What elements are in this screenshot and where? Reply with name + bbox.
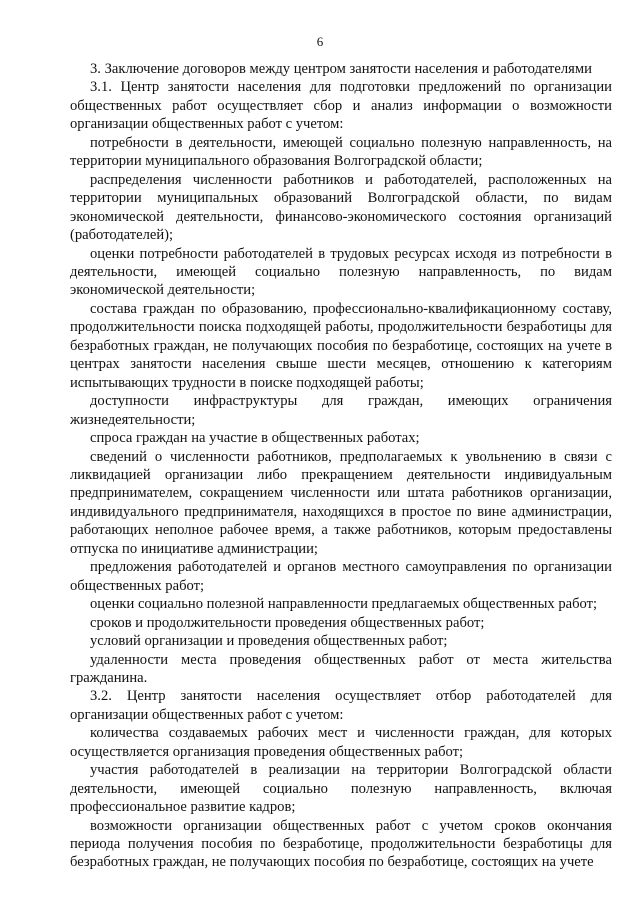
paragraph: потребности в деятельности, имеющей социально полезную направленность, на территории муниципального образования Волгоградской области; <box>70 134 612 170</box>
paragraph: условий организации и проведения общественных работ; <box>90 633 448 650</box>
paragraph: сведений о численности работников, предполагаемых к увольнению в связи с ликвидацией организации либо прекращением деятельности индивидуальным предпринимателем, сокращением численности или штата работников организации, индивидуального предпринимателя, находящихся в простое по вине администрации, работающих неполное рабочее время, а также работников, которым предоставлены отпуска по инициативе администрации; <box>70 448 612 557</box>
paragraph: доступности инфраструктуры для граждан, имеющих ограничения жизнедеятельности; <box>70 393 612 428</box>
paragraph: 3.1. Центр занятости населения для подготовки предложений по организации общественных работ осуществляет сбор и анализ информации о возможности организации общественных работ с учетом: <box>70 79 612 133</box>
paragraph: спроса граждан на участие в общественных работах; <box>90 430 420 447</box>
paragraph: участия работодателей в реализации на территории Волгоградской области деятельности, имеющей социально полезную направленность, включая профессиональное развитие кадров; <box>70 762 612 816</box>
paragraph: 3.2. Центр занятости населения осуществляет отбор работодателей для организации общественных работ с учетом: <box>70 688 612 723</box>
paragraph: сроков и продолжительности проведения общественных работ; <box>90 614 485 631</box>
document-body <box>70 60 612 872</box>
paragraph: количества создаваемых рабочих мест и численности граждан, для которых осуществляется организация проведения общественных работ; <box>70 725 612 760</box>
paragraph: оценки потребности работодателей в трудовых ресурсах исходя из потребности в деятельности, имеющей социально полезную направленность, по видам экономической деятельности; <box>70 245 612 299</box>
paragraph: возможности организации общественных работ с учетом сроков окончания периода получения пособия по безработице, продолжительности безработицы для безработных граждан, не получающих пособия по безработице, состоящих на учете <box>70 817 612 871</box>
section-heading: 3. Заключение договоров между центром занятости населения и работодателями <box>90 61 592 77</box>
paragraph: удаленности места проведения общественных работ от места жительства гражданина. <box>70 651 612 686</box>
paragraph: распределения численности работников и работодателей, расположенных на территории муниципальных образований Волгоградской области, по видам экономической деятельности, финансово-экономического состояния организаций (работодателей); <box>70 171 612 244</box>
paragraph: состава граждан по образованию, профессионально-квалификационному составу, продолжительности поиска подходящей работы, продолжительности безработицы для безработных граждан, не получающих пособия по безработице, состоящих на учете в центрах занятости населения свыше шести месяцев, отношению к категориям испытывающих трудности в поиске подходящей работы; <box>70 300 612 391</box>
paragraph: предложения работодателей и органов местного самоуправления по организации общественных работ; <box>70 559 612 594</box>
page-number: 6 <box>316 34 324 49</box>
paragraph: оценки социально полезной направленности предлагаемых общественных работ; <box>90 596 598 613</box>
